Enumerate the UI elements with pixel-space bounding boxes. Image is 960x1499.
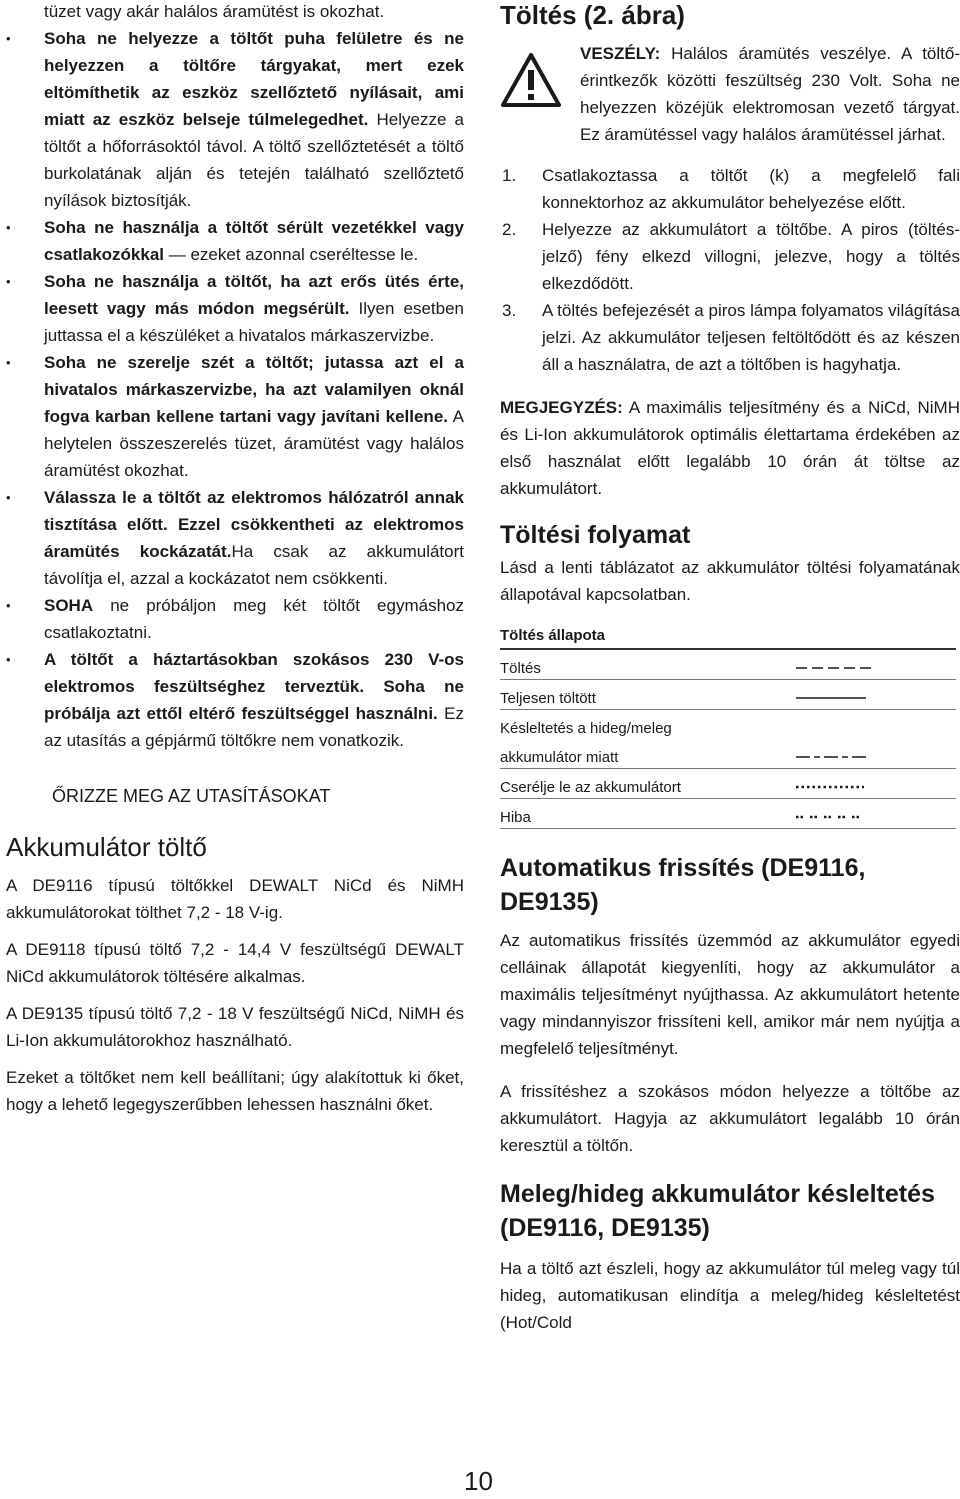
solid-line-indicator-icon xyxy=(796,693,876,703)
charge-status-table xyxy=(500,622,956,829)
section-title: Akkumulátor töltő xyxy=(6,832,207,862)
table-row: akkumulátor miatt xyxy=(500,739,956,769)
safety-bullet: • Soha ne szerelje szét a töltőt; jutassa azt el a hivatalos márkaszervizbe, ha azt valamilyen oknál fogva karban kellene tartani vagy javítani kellene. A helytelen összeszerelés tüzet, áramütést vagy halálos áramütést okozhat. xyxy=(0,349,470,484)
safety-bullet: • SOHA ne próbáljon meg két töltőt egymáshoz csatlakoztatni. xyxy=(0,592,470,646)
charging-title: Töltés (2. ábra) xyxy=(500,0,685,30)
table-row: Cserélje le az akkumulátort xyxy=(500,769,956,799)
danger-text: VESZÉLY: Halálos áramütés veszélye. A töltő-érintkezők közötti feszültség 230 Volt. Soha ne helyezzen közéjük elektromosan vezető tárgyat. Ez áramütéssel vagy halálos áramütéssel járhat. xyxy=(580,44,960,144)
paragraph: A DE9116 típusú töltőkkel DEWALT NiCd és NiMH akkumulátorokat tölthet 7,2 - 18 V-ig. xyxy=(6,876,464,922)
table-row: Késleltetés a hideg/meleg xyxy=(500,720,672,737)
safety-bullet-list xyxy=(0,25,470,754)
charging-steps xyxy=(500,162,960,378)
paragraph: Ezeket a töltőket nem kell beállítani; úgy alakítottuk ki őket, hogy a lehető legegyszerűbben lehessen használni őket. xyxy=(6,1068,464,1114)
long-dash-indicator-icon xyxy=(796,663,876,673)
safety-bullet: • A töltőt a háztartásokban szokásos 230 V-os elektromos feszültséghez terveztük. Soha ne próbálja azt ettől eltérő feszültséggel használni. Ez az utasítás a gépjármű töltőkre nem vonatkozik. xyxy=(0,646,470,754)
intro-continuation: tüzet vagy akár halálos áramütést is okozhat. xyxy=(44,2,385,21)
paragraph: Az automatikus frissítés üzemmód az akkumulátor egyedi celláinak állapotát kiegyenlíti, hogy az akkumulátor a maximális teljesítményt nyújthassa. Az akkumulátort hetente vagy mindannyiszor frissíteni kell, amikor már nem nyújtja a megfelelő teljesítményt. xyxy=(500,931,960,1058)
long-short-indicator-icon xyxy=(796,752,876,762)
table-row: Töltés xyxy=(500,649,956,680)
dot-pairs-indicator-icon xyxy=(796,812,876,822)
paragraph: A DE9135 típusú töltő 7,2 - 18 V feszültségű NiCd, NiMH és Li-Ion akkumulátorokhoz használható. xyxy=(6,1004,464,1050)
delay-title: Meleg/hideg akkumulátor késleltetés (DE9116, DE9135) xyxy=(500,1180,935,1242)
auto-refresh-title: Automatikus frissítés (DE9116, DE9135) xyxy=(500,854,866,916)
keep-instructions-title: ŐRIZZE MEG AZ UTASÍTÁSOKAT xyxy=(52,786,331,806)
safety-bullet: • Válassza le a töltőt az elektromos hálózatról annak tisztítása előtt. Ezzel csökkentheti az elektromos áramütés kockázatát.Ha csak az akkumulátort távolítja el, azzal a kockázatot nem csökkenti. xyxy=(0,484,470,592)
paragraph: A DE9118 típusú töltő 7,2 - 14,4 V feszültségű DEWALT NiCd akkumulátorok töltésére alkalmas. xyxy=(6,940,464,986)
warning-triangle-icon xyxy=(500,52,562,108)
process-title: Töltési folyamat xyxy=(500,521,691,549)
safety-bullet: • Soha ne használja a töltőt sérült vezetékkel vagy csatlakozókkal — ezeket azonnal cseréltesse le. xyxy=(0,214,470,268)
safety-bullet: • Soha ne helyezze a töltőt puha felületre és ne helyezzen a töltőre tárgyakat, mert ezek eltömíthetik az eszköz szellőztető nyílásait, ami miatt az eszköz belseje túlmelegedhet. Helyezze a töltőt a hőforrásoktól távol. A töltő szellőztetését a töltő burkolatának alján és tetején található szellőztető nyílások biztosítják. xyxy=(0,25,470,214)
right-column xyxy=(500,0,960,1336)
paragraph: A frissítéshez a szokásos módon helyezze a töltőbe az akkumulátort. Hagyja az akkumulátort legalább 10 órán keresztül a töltőn. xyxy=(500,1082,960,1155)
page-number: 10 xyxy=(464,1466,493,1496)
note-text: MEGJEGYZÉS: A maximális teljesítmény és a NiCd, NiMH és Li-Ion akkumulátorok optimális élettartama érdekében az első használat előtt legalább 10 órán át töltse az akkumulátort. xyxy=(500,398,960,498)
step-item: 3. A töltés befejezését a piros lámpa folyamatos világítása jelzi. Az akkumulátor teljesen feltöltődött és az készen áll a használatra, de azt a töltőben is hagyhatja. xyxy=(502,301,960,374)
table-row: Hiba xyxy=(500,799,956,829)
left-column xyxy=(0,0,470,1118)
safety-bullet: • Soha ne használja a töltőt, ha azt erős ütés érte, leesett vagy más módon megsérült. Ilyen esetben juttassa el a készüléket a hivatalos márkaszervizbe. xyxy=(0,268,470,349)
step-item: 2. Helyezze az akkumulátort a töltőbe. A piros (töltés-jelző) fény elkezd villogni, jelezve, hogy a töltés elkezdődött. xyxy=(502,220,960,293)
process-text: Lásd a lenti táblázatot az akkumulátor töltési folyamatának állapotával kapcsolatban. xyxy=(500,558,960,604)
paragraph: Ha a töltő azt észleli, hogy az akkumulátor túl meleg vagy túl hideg, automatikusan elindítja a meleg/hideg késleltetést (Hot/Cold xyxy=(500,1259,960,1332)
fast-dots-indicator-icon xyxy=(796,782,876,792)
step-item: 1. Csatlakoztassa a töltőt (k) a megfelelő fali konnektorhoz az akkumulátor behelyezése előtt. xyxy=(502,166,960,212)
table-row: Teljesen töltött xyxy=(500,680,956,710)
danger-warning xyxy=(500,40,960,148)
table-header: Töltés állapota xyxy=(500,622,956,649)
